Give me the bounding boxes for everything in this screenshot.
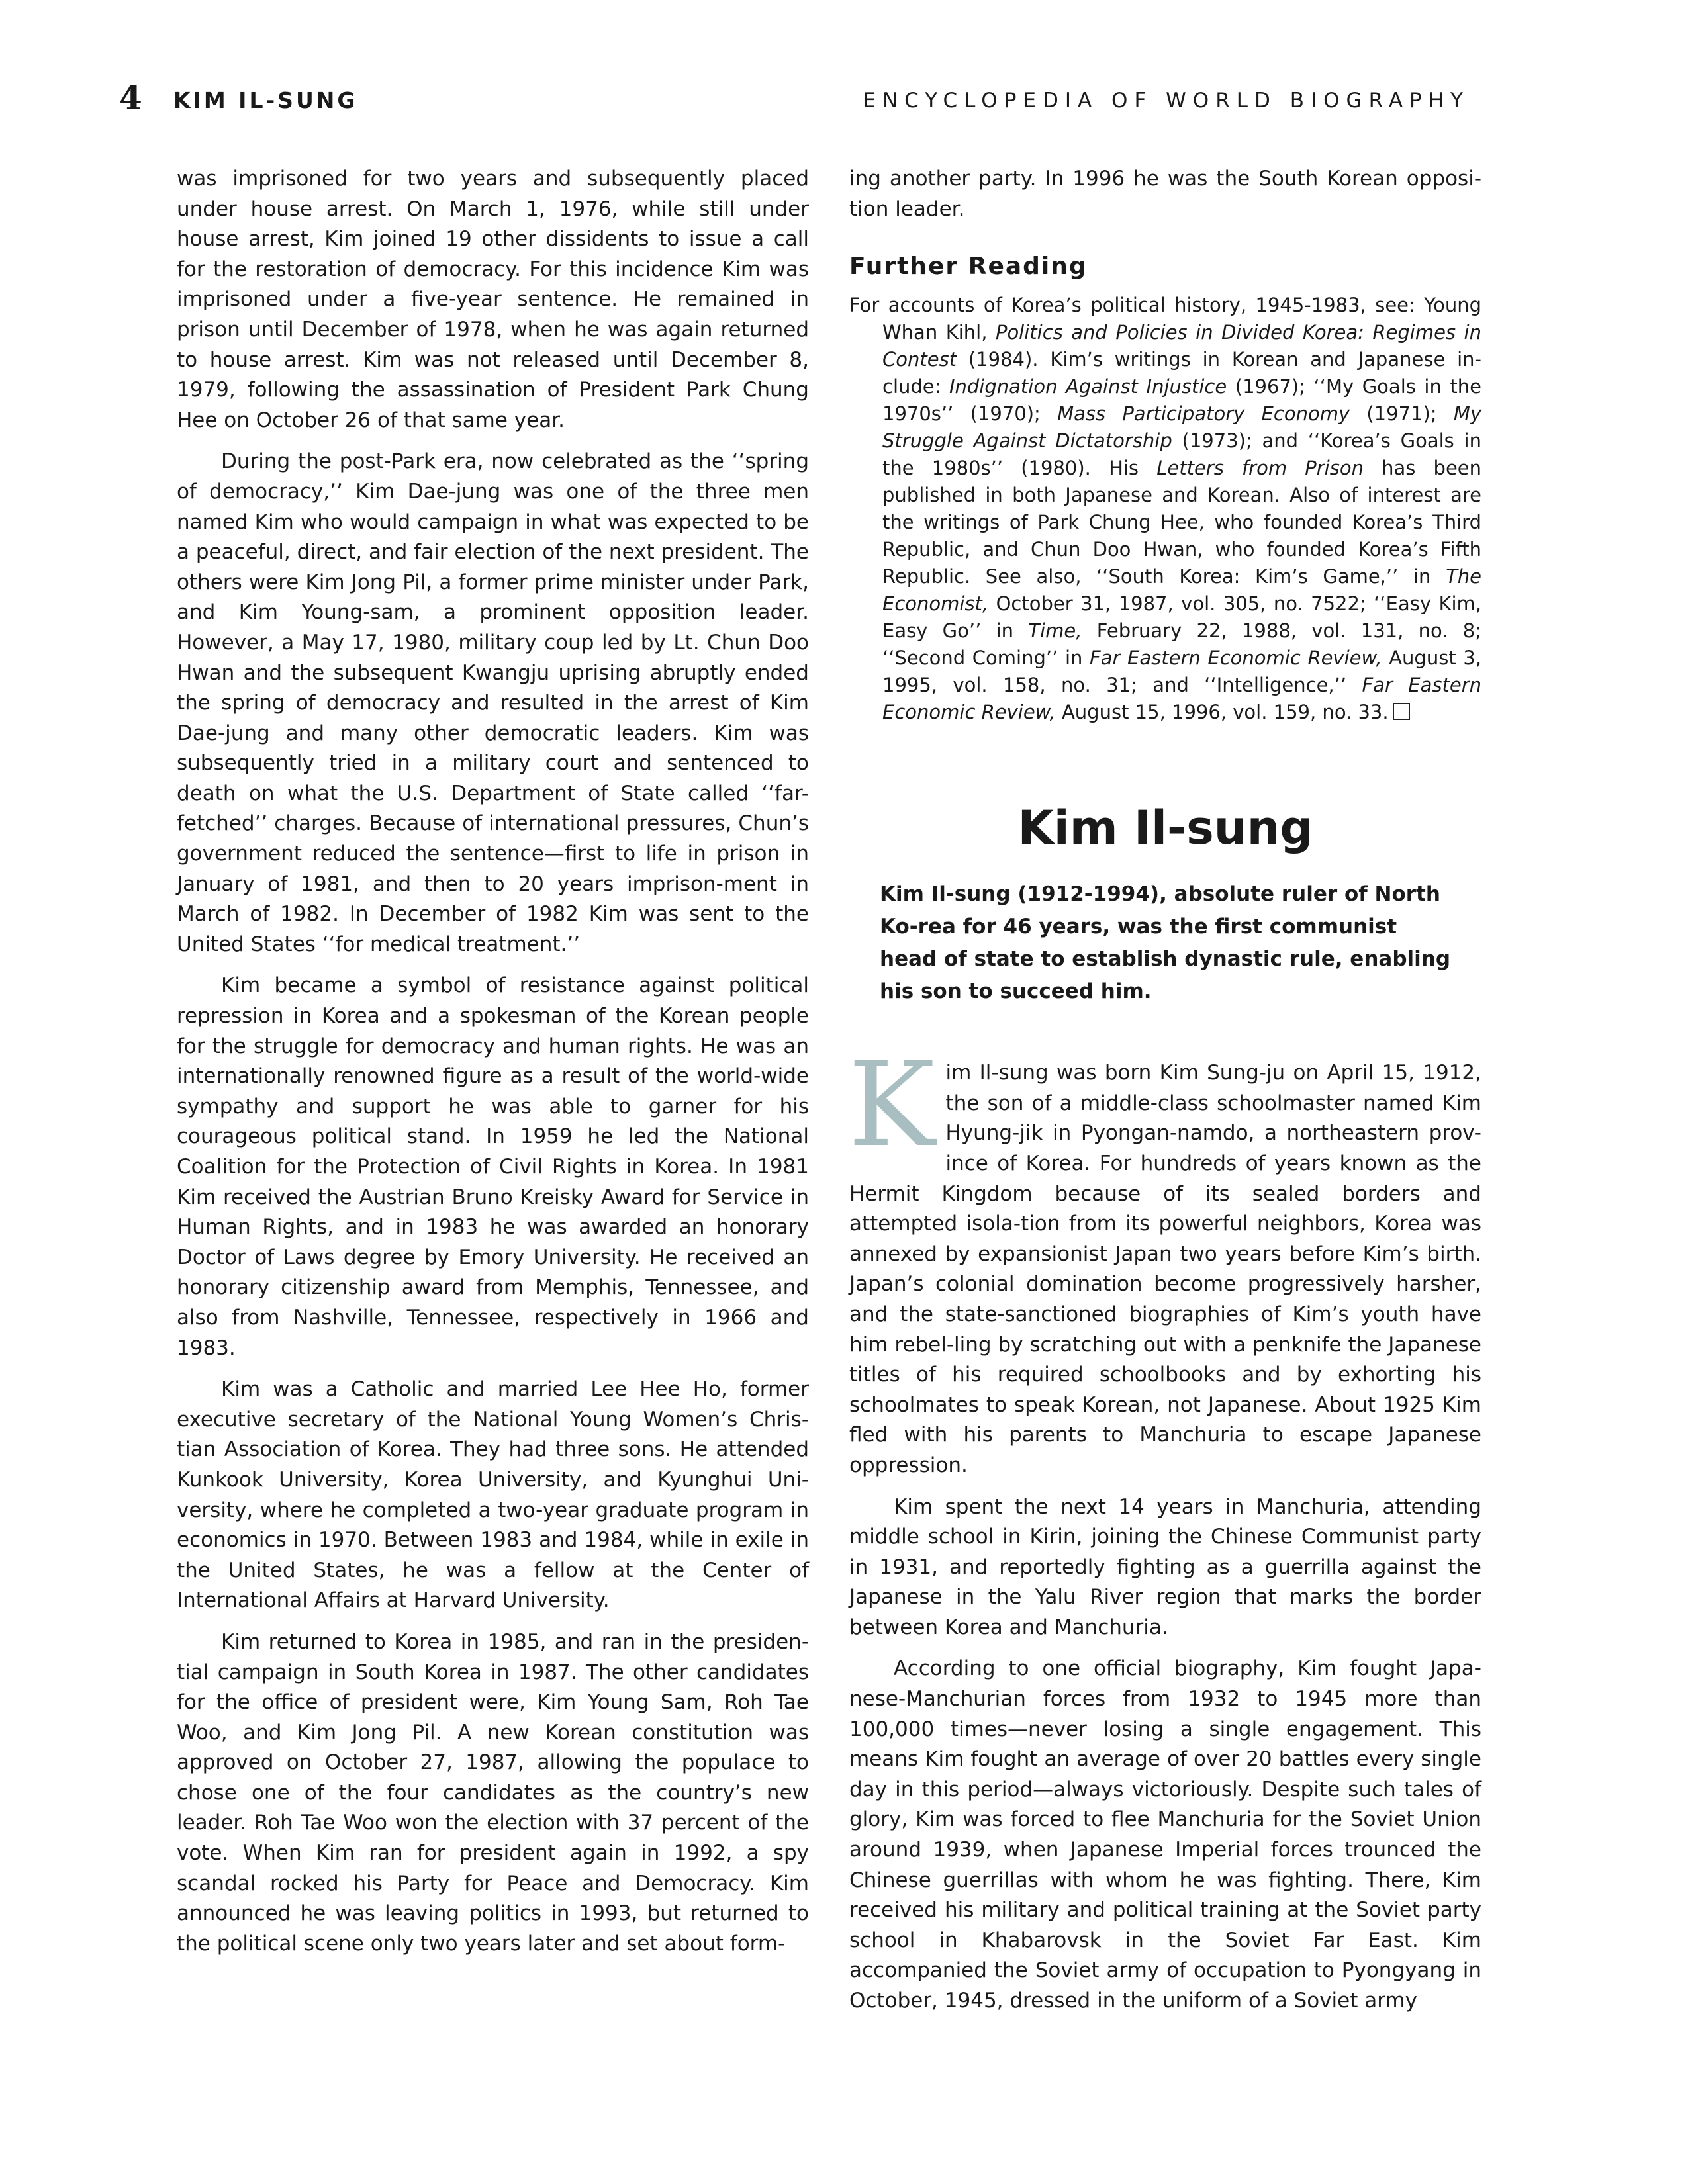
paragraph: According to one official biography, Kim fought Japa-nese-Manchurian forces from 1932 to 1945 more than 100,000 times—never losing a single engagement. This means Kim fought an average of over 20 battles every single day in this period—always victoriously. Despite such tales of glory, Kim was forced to flee Manchuria for the Soviet Union around 1939, when Japanese Imperial forces trounced the Chinese guerrillas with whom he was fighting. There, Kim received his military and political training at the Soviet party school in Khabarovsk in the Soviet Far East. Kim accompanied the Soviet army of occupation to Pyongyang in October, 1945, dressed in the uniform of a Soviet army [849,1657,1481,2013]
drop-cap: K [848,1037,935,1173]
publication-title: ENCYCLOPEDIA OF WORLD BIOGRAPHY [863,89,1470,113]
paragraph: Kim was a Catholic and married Lee Hee Ho, former executive secretary of the National Young Women’s Chris-tian Association of Korea. They had three sons. He attended Kunkook University, Korea University, and Kyunghui Uni-versity, where he completed a two-year graduate program in economics in 1970. Between 1983 and 1984, while in exile in the United States, he was a fellow at the Center of International Affairs at Harvard University. [177,1377,809,1613]
running-title: KIM IL-SUNG [173,87,358,113]
end-mark-icon [1393,703,1410,720]
paragraph: Kim became a symbol of resistance against political repression in Korea and a spokesman of the Korean people for the struggle for democracy and human rights. He was an internationally renowned figure as a result of the world-wide sympathy and support he was able to garner for his courageous political stand. In 1959 he led the National Coalition for the Protection of Civil Rights in Korea. In 1981 Kim received the Austrian Bruno Kreisky Award for Service in Human Rights, and in 1983 he was awarded an honorary Doctor of Laws degree by Emory University. He received an honorary citizenship award from Memphis, Tennessee, and also from Nashville, Tennessee, respectively in 1966 and 1983. [177,974,809,1360]
page-header [119,78,1470,124]
page-number: 4 [119,78,142,117]
article-title: Kim Il-sung [1017,801,1313,856]
article-summary: Kim Il-sung (1912-1994), absolute ruler of North Ko-rea for 46 years, was the first communist head of state to establish dynastic rule, enabling his son to succeed him. [880,882,1451,1004]
paragraph: During the post-Park era, now celebrated as the ‘‘spring of democracy,’’ Kim Dae-jung was one of the three men named Kim who would campaign in what was expected to be a peaceful, direct, and fair election of the next president. The others were Kim Jong Pil, a former prime minister under Park, and Kim Young-sam, a prominent opposition leader. However, a May 17, 1980, military coup led by Lt. Chun Doo Hwan and the subsequent Kwangju uprising abruptly ended the spring of democracy and resulted in the arrest of Kim Dae-jung and many other democratic leaders. Kim was subsequently tried in a military court and sentenced to death on what the U.S. Department of State called ‘‘far-fetched’’ charges. Because of international pressures, Chun’s government reduced the sentence—first to life in prison in January of 1981, and then to 20 years imprison-ment in March of 1982. In December of 1982 Kim was sent to the United States ‘‘for medical treatment.’’ [177,449,809,956]
paragraph: Kim Il-sung was born Kim Sung-ju on April 15, 1912, the son of a middle-class schoolmaster named Kim Hyung-jik in Pyongan-namdo, a northeastern prov-ince of Korea. For hundreds of years known as the Hermit Kingdom because of its sealed borders and attempted isola-tion from its powerful neighbors, Korea was annexed by expansionist Japan two years before Kim’s birth. Japan’s colonial domination become progressively harsher, and the state-sanctioned biographies of Kim’s youth have him rebel-ling by scratching out with a penknife the Japanese titles of his required schoolbooks and by exhorting his schoolmates to speak Korean, not Japanese. About 1925 Kim fled with his parents to Manchuria to escape Japanese oppression. [848,1037,1481,1477]
paragraph: was imprisoned for two years and subsequently placed under house arrest. On March 1, 1976, while still under house arrest, Kim joined 19 other dissidents to issue a call for the restoration of democracy. For this incidence Kim was imprisoned under a five-year sentence. He remained in prison until December of 1978, when he was again returned to house arrest. Kim was not released until December 8, 1979, following the assassination of President Park Chung Hee on October 26 of that same year. [177,167,809,432]
paragraph: Kim returned to Korea in 1985, and ran in the presiden-tial campaign in South Korea in 1987. The other candidates for the office of president were, Kim Young Sam, Roh Tae Woo, and Kim Jong Pil. A new Korean constitution was approved on October 27, 1987, allowing the populace to chose one of the four candidates as the country’s new leader. Roh Tae Woo won the election with 37 percent of the vote. When Kim ran for president again in 1992, a spy scandal rocked his Party for Peace and Democracy. Kim announced he was leaving politics in 1993, but returned to the political scene only two years later and set about form- [177,1629,809,1956]
further-reading-heading: Further Reading [849,253,1088,281]
left-column [177,164,809,1970]
paragraph: ing another party. In 1996 he was the South Korean opposi-tion leader. [849,167,1481,221]
paragraph: Kim spent the next 14 years in Manchuria, attending middle school in Kirin, joining the Chinese Communist party in 1931, and reportedly fighting as a guerrilla against the Japanese in the Yalu River region that marks the border between Korea and Manchuria. [849,1494,1481,1639]
further-reading-text: For accounts of Korea’s political history, 1945-1983, see: Young Whan Kihl, Politics and Policies in Divided Korea: Regimes in Contest (1984). Kim’s writings in Korean and Japanese in-clude: Indignation Against Injustice (1967); ‘‘My Goals in the 1970s’’ (1970); Mass Participatory Economy (1971); My Struggle Against Dictatorship (1973); and ‘‘Korea’s Goals in the 1980s’’ (1980). His Letters from Prison has been published in both Japanese and Korean. Also of interest are the writings of Park Chung Hee, who founded Korea’s Third Republic, and Chun Doo Hwan, who founded Korea’s Fifth Republic. See also, ‘‘South Korea: Kim’s Game,’’ in The Economist, October 31, 1987, vol. 305, no. 7522; ‘‘Easy Kim, Easy Go’’ in Time, February 22, 1988, vol. 131, no. 8; ‘‘Second Coming’’ in Far Eastern Economic Review, August 3, 1995, vol. 158, no. 31; and ‘‘Intelligence,’’ Far Eastern Economic Review, August 15, 1996, vol. 159, no. 33. [849,294,1482,724]
right-column [849,164,1481,2028]
